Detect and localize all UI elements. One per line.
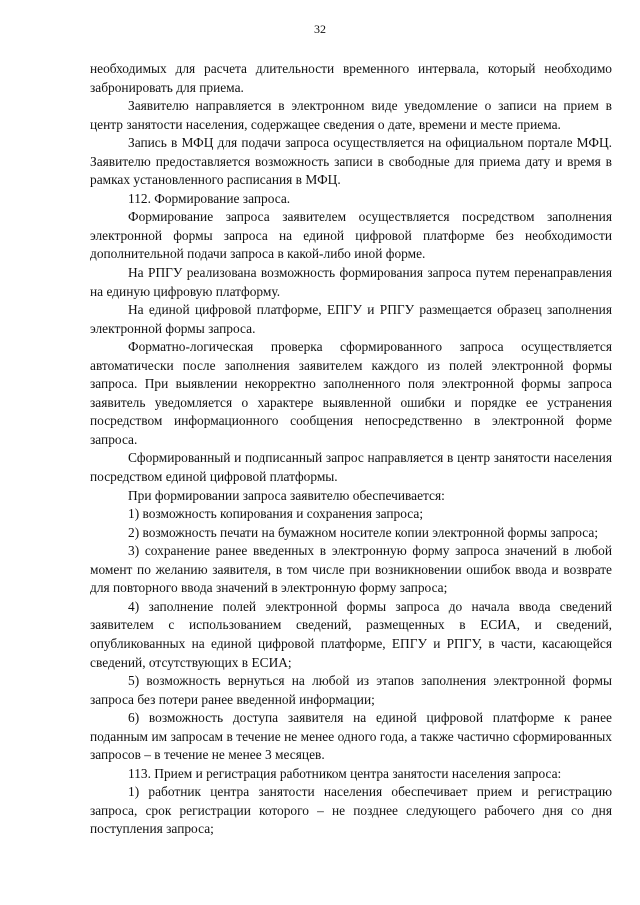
list-item: 3) сохранение ранее введенных в электронную форму запроса значений в любой момент по желанию заявителя, в том числе при возникновении ошибок ввода и возврате для повторного ввода значений в электронную форму запроса; (90, 543, 612, 596)
paragraph: Запись в МФЦ для подачи запроса осуществляется на официальном портале МФЦ. Заявителю предоставляется возможность записи в свободные для приема дату и время в рамках установленного расписания в МФЦ. (90, 135, 612, 188)
list-item: 4) заполнение полей электронной формы запроса до начала ввода сведений заявителем с использованием сведений, размещенных в ЕСИА, и сведений, опубликованных на единой цифровой платформе, ЕПГУ и РПГУ, в части, касающейся сведений, отсутствующих в ЕСИА; (90, 598, 612, 670)
list-item: 1) возможность копирования и сохранения запроса; (128, 506, 424, 522)
paragraph: Заявителю направляется в электронном виде уведомление о записи на прием в центр занятости населения, содержащее сведения о дате, времени и месте приема. (90, 98, 612, 132)
list-item: 1) работник центра занятости населения обеспечивает прием и регистрацию запроса, срок регистрации которого – не позднее следующего рабочего дня со дня поступления запроса; (90, 784, 612, 837)
paragraph: На единой цифровой платформе, ЕПГУ и РПГУ размещается образец заполнения электронной формы запроса. (90, 302, 612, 336)
paragraph: Формирование запроса заявителем осуществляется посредством заполнения электронной формы запроса на единой цифровой платформе без необходимости дополнительной подачи запроса в какой-либо иной форме. (90, 209, 612, 262)
paragraph: При формировании запроса заявителю обеспечивается: (128, 487, 445, 503)
paragraph: необходимых для расчета длительности временного интервала, который необходимо забронировать для приема. (90, 61, 612, 95)
paragraph: Форматно-логическая проверка сформированного запроса осуществляется автоматически после заполнения заявителем каждого из полей электронной формы запроса. При выявлении некорректно заполненного поля электронной формы запроса заявитель уведомляется о характере выявленной ошибки и порядке ее устранения посредством информационного сообщения непосредственно в электронной форме запроса. (90, 339, 612, 447)
paragraph: Сформированный и подписанный запрос направляется в центр занятости населения посредством единой цифровой платформы. (90, 450, 612, 485)
section-heading: 112. Формирование запроса. (128, 190, 291, 206)
paragraph: На РПГУ реализована возможность формирования запроса путем перенаправления на единую цифровую платформу. (90, 265, 612, 299)
list-item: 2) возможность печати на бумажном носителе копии электронной формы запроса; (128, 524, 599, 540)
list-item: 6) возможность доступа заявителя на единой цифровой платформе к ранее поданным им запросам в течение не менее одного года, а также частично сформированных запросов – в течение не менее 3 месяцев. (90, 710, 612, 763)
section-heading: 113. Прием и регистрация работником центра занятости населения запроса: (128, 765, 562, 781)
page-number: 32 (314, 22, 326, 36)
document-body (90, 60, 612, 839)
list-item: 5) возможность вернуться на любой из этапов заполнения электронной формы запроса без потери ранее введенной информации; (90, 673, 612, 707)
